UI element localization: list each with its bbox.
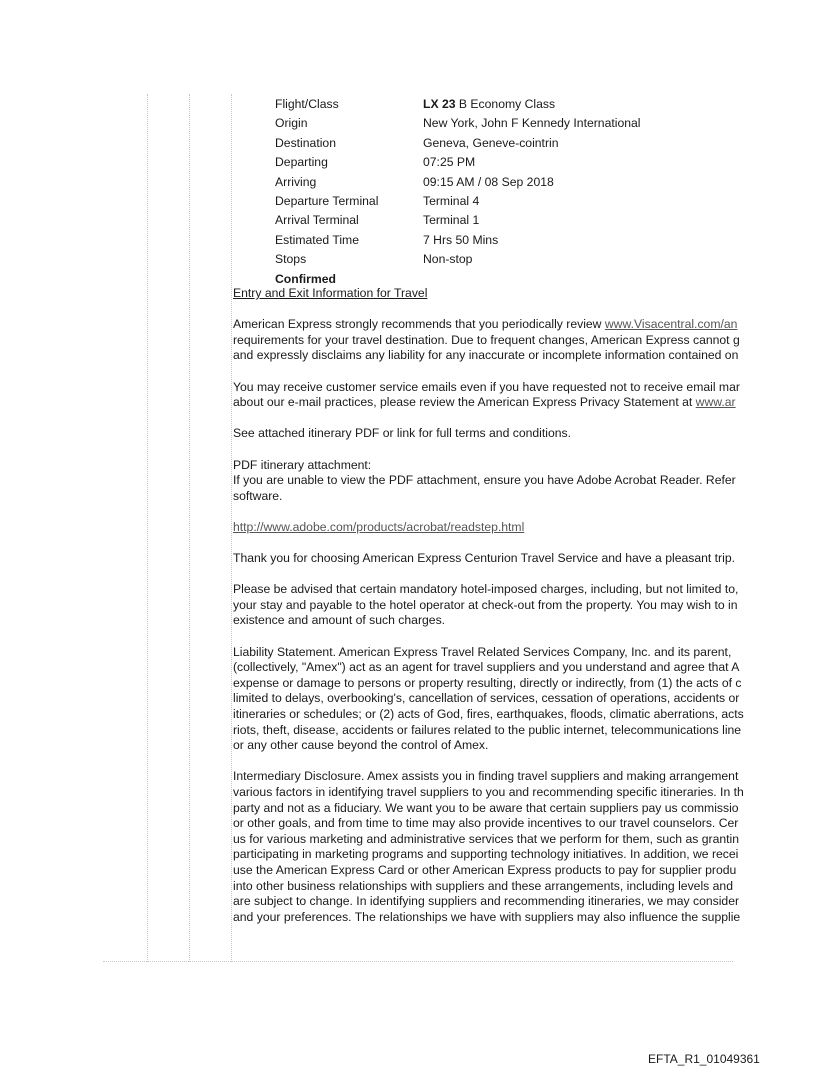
intermediary-line: various factors in identifying travel suppliers to you and recommending specific itineraries. In th: [233, 785, 744, 799]
liability-line: expense or damage to persons or property resulting, directly or indirectly, from (1) the acts of c: [233, 675, 742, 690]
thank-you-text: Thank you for choosing American Express Centurion Travel Service and have a pleasant trip.: [233, 551, 735, 566]
flight-row-flight-class: [275, 95, 640, 114]
flight-value: Non-stop: [423, 252, 473, 267]
intermediary-line: into other business relationships with suppliers and these arrangements, including levels and: [233, 878, 733, 893]
table-column-divider: [147, 94, 148, 962]
table-column-divider: [231, 94, 232, 962]
see-attached-text: See attached itinerary PDF or link for full terms and conditions.: [233, 426, 572, 441]
intermediary-line: Intermediary Disclosure. Amex assists you in finding travel suppliers and making arrangement: [233, 769, 739, 784]
itinerary-body: [233, 286, 816, 925]
flight-label: Arriving: [275, 174, 317, 189]
liability-line: riots, theft, disease, accidents or failures related to the public internet, telecommunications line: [233, 722, 742, 737]
intermediary-line: us for various marketing and administrative services that we perform for them, such as grantin: [233, 831, 739, 846]
entry-paragraph-line: requirements for your travel destination. Due to frequent changes, American Express cannot g: [233, 332, 740, 347]
flight-row-arriving: [275, 173, 640, 192]
privacy-statement-link[interactable]: www.ar: [695, 395, 736, 410]
flight-value: Terminal 4: [423, 193, 480, 208]
flight-label: Arrival Terminal: [275, 213, 359, 228]
hotel-paragraph-line: Please be advised that certain mandatory hotel-imposed charges, including, but not limited to,: [233, 582, 739, 597]
flight-row-destination: [275, 134, 640, 153]
visacentral-link[interactable]: www.Visacentral.com/an: [604, 317, 738, 332]
pdf-paragraph-line: software.: [233, 488, 283, 503]
liability-line: Liability Statement. American Express Travel Related Services Company, Inc. and its parent,: [233, 644, 732, 659]
flight-value: Geneva, Geneve-cointrin: [423, 135, 559, 150]
flight-number: LX 23: [423, 97, 456, 111]
flight-label: Stops: [275, 252, 307, 267]
intermediary-line: and your preferences. The relationships we have with suppliers may also influence the supplie: [233, 909, 741, 924]
liability-line: (collectively, "Amex") act as an agent for travel suppliers and you understand and agree that A: [233, 660, 740, 675]
flight-row-origin: [275, 114, 640, 133]
intermediary-line: participating in marketing programs and supporting technology initiatives. In addition, we recei: [233, 847, 739, 862]
flight-value: 07:25 PM: [423, 155, 476, 170]
adobe-reader-link[interactable]: http://www.adobe.com/products/acrobat/readstep.html: [233, 519, 525, 534]
intermediary-line: or other goals, and from time to time may also provide incentives to our travel counselors. Cer: [233, 816, 739, 831]
table-column-divider: [189, 94, 190, 962]
flight-value: 09:15 AM / 08 Sep 2018: [423, 174, 554, 189]
flight-value: New York, John F Kennedy International: [423, 116, 641, 131]
entry-paragraph-line: and expressly disclaims any liability for any inaccurate or incomplete information contained on: [233, 348, 739, 363]
liability-line: limited to delays, overbooking's, cancellation of services, cessation of operations, accidents or: [233, 691, 740, 706]
booking-status: Confirmed: [275, 271, 336, 286]
flight-value: [423, 95, 555, 114]
flight-label: Destination: [275, 135, 336, 150]
flight-row-departure-terminal: [275, 192, 640, 211]
intermediary-line: party and not as a fiduciary. We want you to be aware that certain suppliers pay us commissio: [233, 800, 739, 815]
hotel-paragraph-line: your stay and payable to the hotel operator at check-out from the property. You may wish to in: [233, 597, 738, 612]
email-text: about our e-mail practices, please review the American Express Privacy Statement at: [233, 395, 696, 410]
hotel-paragraph-line: existence and amount of such charges.: [233, 613, 446, 628]
flight-value: Terminal 1: [423, 213, 480, 228]
flight-row-arrival-terminal: [275, 211, 640, 230]
document-id: EFTA_R1_01049361: [648, 1052, 760, 1066]
pdf-attachment-heading: PDF itinerary attachment:: [233, 457, 372, 472]
flight-label: Departure Terminal: [275, 193, 379, 208]
entry-exit-heading: Entry and Exit Information for Travel: [233, 286, 428, 300]
flight-label: Departing: [275, 155, 328, 170]
table-bottom-border: [103, 961, 733, 962]
flight-row-departing: [275, 153, 640, 172]
flight-label: Flight/Class: [275, 97, 339, 111]
flight-details: [275, 95, 640, 289]
liability-line: itineraries or schedules; or (2) acts of God, fires, earthquakes, floods, climatic aberrations, acts: [233, 707, 744, 722]
entry-text: American Express strongly recommends that you periodically review: [233, 317, 605, 332]
liability-line: or any other cause beyond the control of Amex.: [233, 738, 489, 753]
flight-row-stops: [275, 250, 640, 269]
flight-label: Estimated Time: [275, 232, 359, 247]
flight-value: 7 Hrs 50 Mins: [423, 232, 499, 247]
pdf-paragraph-line: If you are unable to view the PDF attachment, ensure you have Adobe Acrobat Reader. Refer: [233, 473, 736, 488]
flight-label: Origin: [275, 116, 308, 131]
email-paragraph-line: [233, 395, 816, 411]
flight-class: B Economy Class: [455, 97, 556, 111]
flight-row-estimated-time: [275, 231, 640, 250]
intermediary-line: are subject to change. In identifying suppliers and recommending itineraries, we may consider: [233, 894, 740, 909]
entry-paragraph-line: [233, 317, 816, 333]
intermediary-line: use the American Express Card or other American Express products to pay for supplier produ: [233, 862, 737, 877]
email-paragraph-line: You may receive customer service emails even if you have requested not to receive email mar: [233, 379, 740, 394]
